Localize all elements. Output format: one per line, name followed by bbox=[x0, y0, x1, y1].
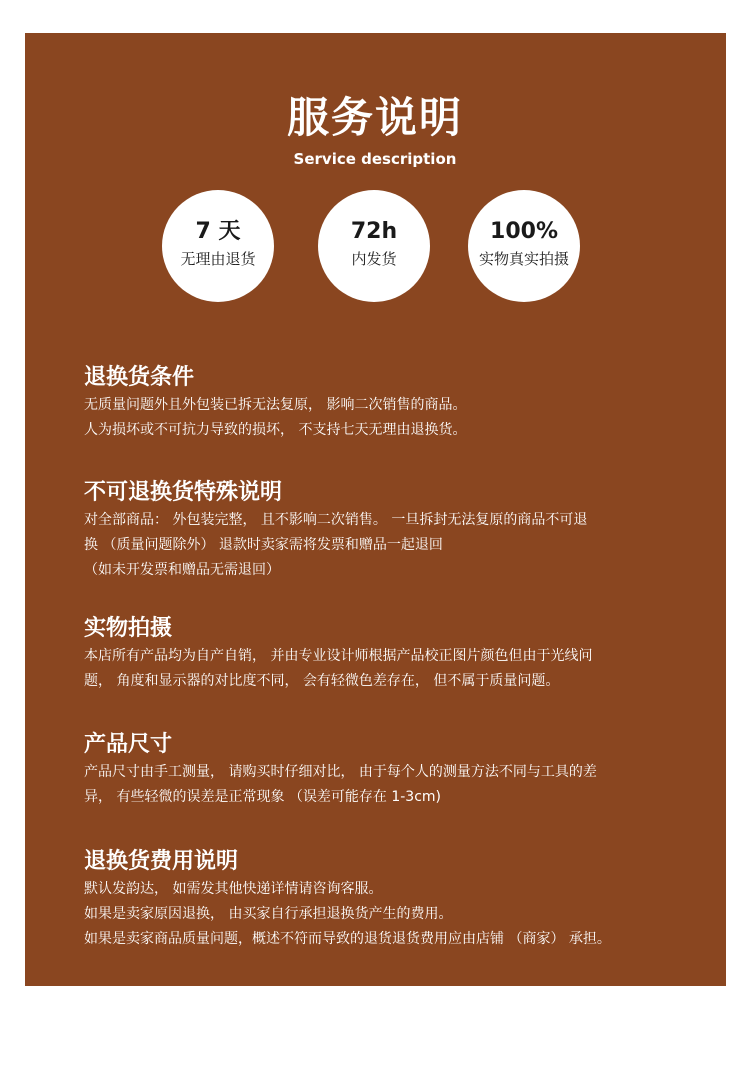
section-heading: 产品尺寸 bbox=[84, 732, 173, 757]
section-line: 对全部商品： 外包装完整， 且不影响二次销售。 一旦拆封无法复原的商品不可退 bbox=[84, 512, 588, 528]
badge-value: 100% bbox=[490, 219, 558, 244]
section-line: 无质量问题外且外包装已拆无法复原， 影响二次销售的商品。 bbox=[84, 397, 467, 413]
section-product-size bbox=[84, 730, 694, 810]
section-heading: 不可退换货特殊说明 bbox=[84, 480, 283, 505]
page-subtitle: Service description bbox=[293, 150, 457, 168]
badge-label: 内发货 bbox=[351, 250, 397, 268]
section-line: 如果是卖家原因退换， 由买家自行承担退换货产生的费用。 bbox=[84, 906, 453, 922]
section-real-photos bbox=[84, 614, 694, 694]
section-heading: 退换货条件 bbox=[84, 365, 195, 390]
badge-value: 72h bbox=[350, 219, 398, 244]
section-non-returnable bbox=[84, 478, 694, 583]
badge-label: 无理由退货 bbox=[180, 250, 256, 268]
section-line: 题， 角度和显示器的对比度不同， 会有轻微色差存在， 但不属于质量问题。 bbox=[84, 673, 560, 689]
section-return-conditions bbox=[84, 363, 694, 443]
section-heading: 退换货费用说明 bbox=[84, 849, 239, 874]
badge-ship-72h bbox=[318, 190, 430, 302]
badge-real-photo bbox=[468, 190, 580, 302]
badge-label: 实物真实拍摄 bbox=[478, 250, 569, 268]
section-line: 本店所有产品均为自产自销， 并由专业设计师根据产品校正图片颜色但由于光线问 bbox=[84, 648, 593, 664]
section-line: 产品尺寸由手工测量， 请购买时仔细对比， 由于每个人的测量方法不同与工具的差 bbox=[84, 764, 597, 780]
section-line: 如果是卖家商品质量问题，概述不符而导致的退货退货费用应由店铺 （商家） 承担。 bbox=[84, 931, 611, 947]
badge-return-7-days bbox=[162, 190, 274, 302]
section-return-fees bbox=[84, 847, 694, 952]
section-line: 默认发韵达， 如需发其他快递详情请咨询客服。 bbox=[84, 881, 383, 897]
badge-value: 7 天 bbox=[195, 219, 241, 244]
section-line: 人为损坏或不可抗力导致的损坏， 不支持七天无理由退换货。 bbox=[84, 422, 467, 438]
section-line: 换 （质量问题除外） 退款时卖家需将发票和赠品一起退回 bbox=[84, 537, 443, 553]
section-line: 异， 有些轻微的误差是正常现象 （误差可能存在 1-3cm) bbox=[84, 789, 442, 805]
section-line: （如未开发票和赠品无需退回） bbox=[84, 562, 280, 578]
section-heading: 实物拍摄 bbox=[84, 616, 173, 641]
page-title: 服务说明 bbox=[286, 93, 463, 142]
